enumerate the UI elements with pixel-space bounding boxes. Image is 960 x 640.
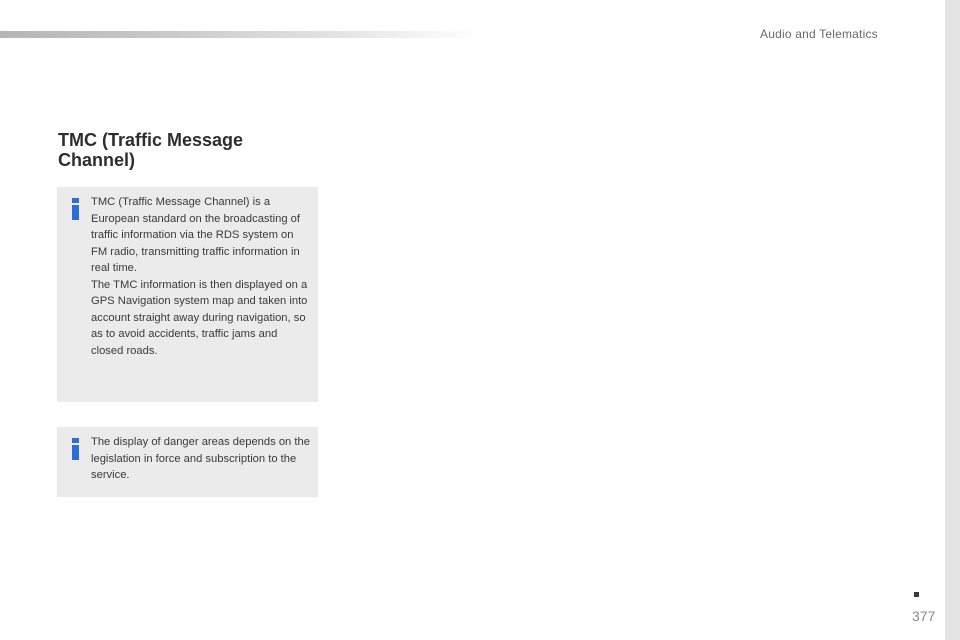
info-paragraph: The TMC information is then displayed on a GPS Navigation system map and taken into account straight away during navigation, so as to avoid accidents, traffic jams and closed roads.: [91, 278, 308, 357]
info-icon-bar: [72, 205, 79, 220]
info-paragraph: The display of danger areas depends on the legislation in force and subscription to the service.: [91, 436, 310, 481]
info-icon: [72, 438, 79, 460]
page-edge-strip: [945, 0, 960, 640]
info-box-danger-areas: [57, 427, 318, 497]
info-box-tmc: [57, 187, 318, 402]
info-icon-bar: [72, 445, 79, 460]
info-icon: [72, 198, 79, 220]
info-box-text: [91, 194, 310, 359]
section-label: Audio and Telematics: [760, 27, 878, 41]
info-paragraph: TMC (Traffic Message Channel) is a European standard on the broadcasting of traffic information via the RDS system on FM radio, transmitting traffic information in real time.: [91, 196, 300, 274]
page-title: TMC (Traffic Message Channel): [58, 130, 244, 170]
info-box-text: [91, 434, 310, 484]
page-marker: [914, 592, 919, 597]
page-number: 377: [912, 608, 936, 624]
info-icon-dot: [72, 438, 79, 443]
info-icon-dot: [72, 198, 79, 203]
header-decorative-bar: [0, 31, 480, 38]
